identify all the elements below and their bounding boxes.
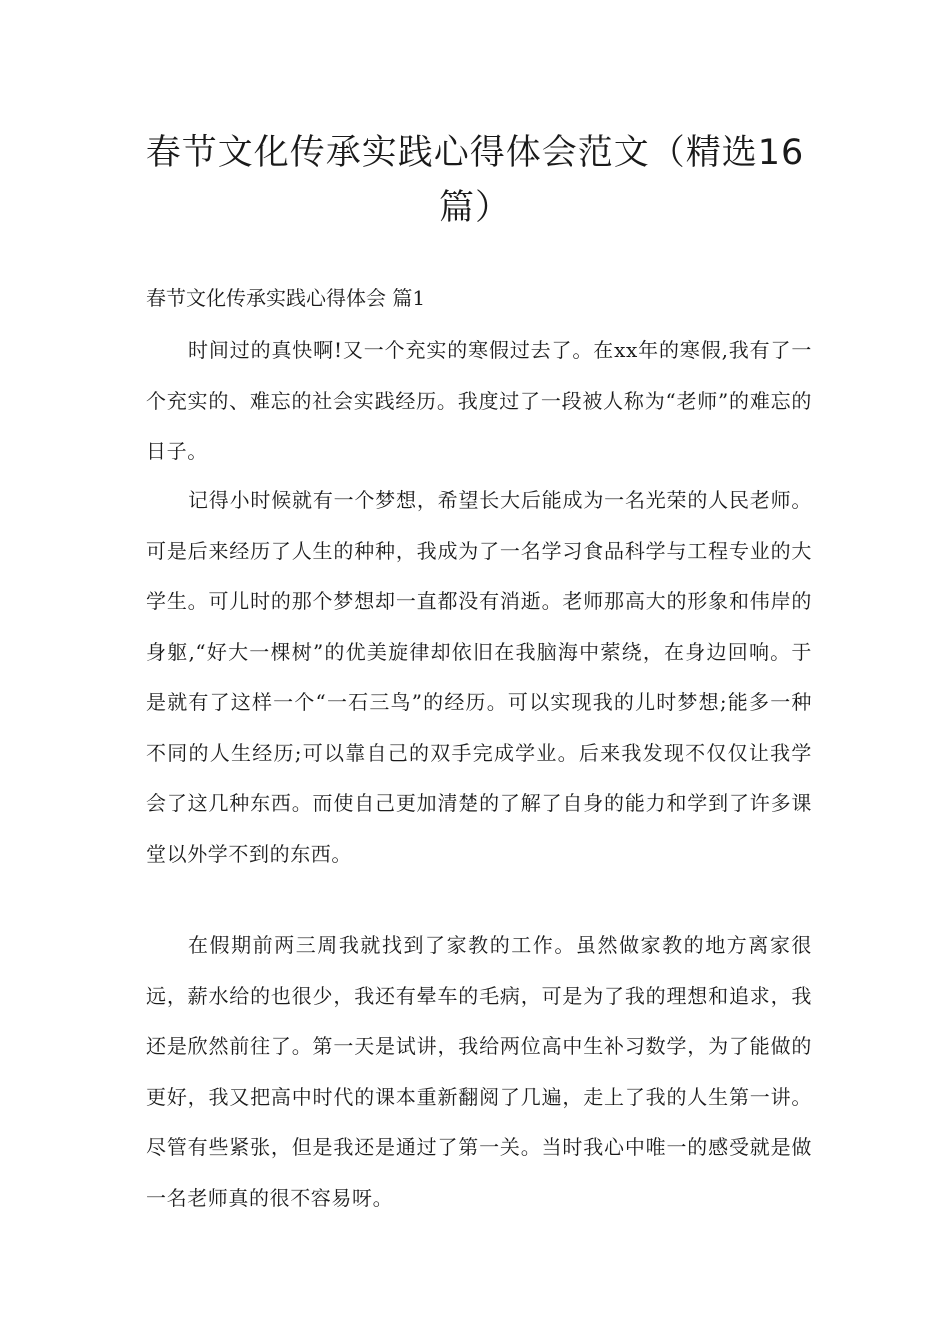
section-heading: 春节文化传承实践心得体会 篇1 <box>146 286 426 310</box>
paragraph: 在假期前两三周我就找到了家教的工作。虽然做家教的地方离家很远，薪水给的也很少，我还有晕车的毛病，可是为了我的理想和追求，我还是欣然前往了。第一天是试讲，我给两位高中生补习数学，为了能做的更好，我又把高中时代的课本重新翻阅了几遍，走上了我的人生第一讲。尽管有些紧张，但是我还是通过了第一关。当时我心中唯一的感受就是做一名老师真的很不容易呀。 <box>146 933 812 1210</box>
document-title: 春节文化传承实践心得体会范文（精选16篇） <box>145 133 805 228</box>
paragraph: 记得小时候就有一个梦想，希望长大后能成为一名光荣的人民老师。可是后来经历了人生的种种，我成为了一名学习食品科学与工程专业的大学生。可儿时的那个梦想却一直都没有消逝。老师那高大的形象和伟岸的身躯,“好大一棵树”的优美旋律却依旧在我脑海中萦绕，在身边回响。于是就有了这样一个“一石三鸟”的经历。可以实现我的儿时梦想;能多一种不同的人生经历;可以靠自己的双手完成学业。后来我发现不仅仅让我学会了这几种东西。而使自己更加清楚的了解了自身的能力和学到了许多课堂以外学不到的东西。 <box>146 488 812 866</box>
paragraph: 时间过的真快啊!又一个充实的寒假过去了。在xx年的寒假,我有了一个充实的、难忘的社会实践经历。我度过了一段被人称为“老师”的难忘的日子。 <box>146 338 812 463</box>
